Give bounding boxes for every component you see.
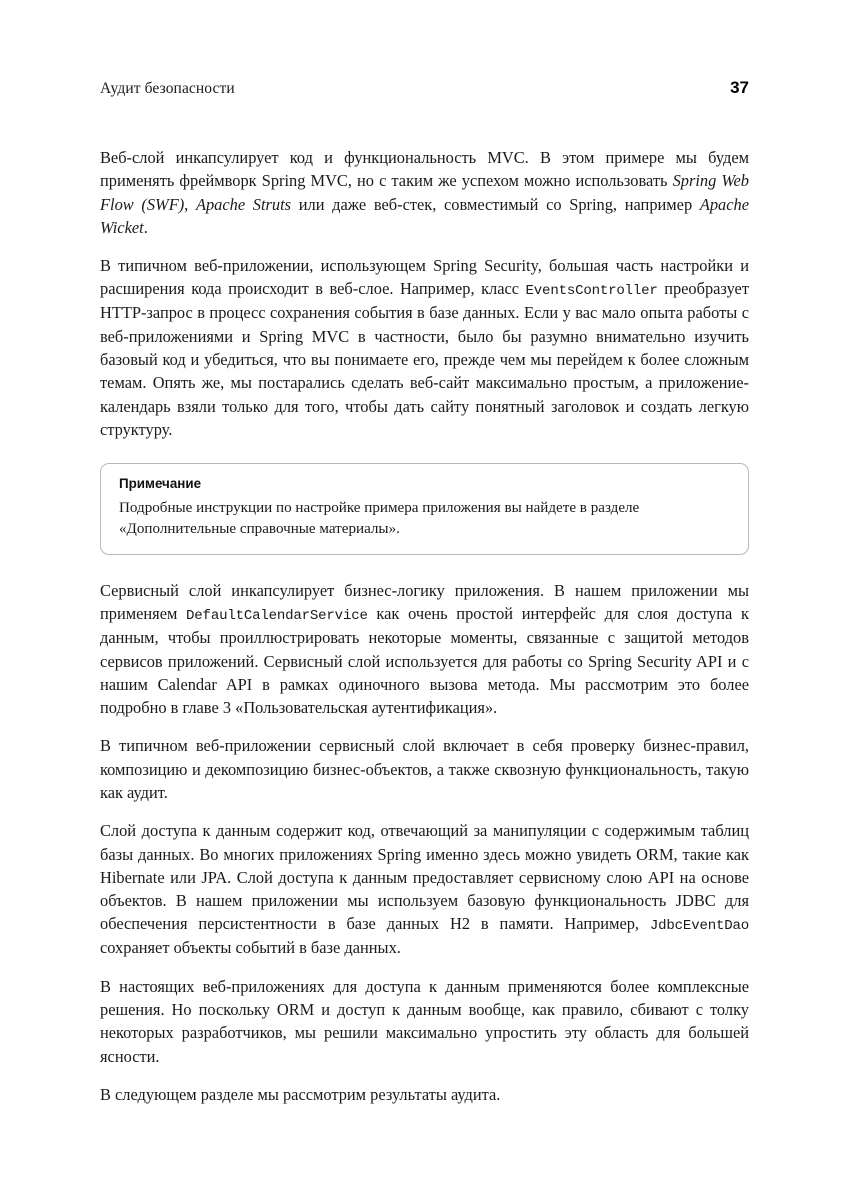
text-run: Слой доступа к данным содержит код, отвечающий за манипуляции с содержимым таблиц базы данных. Во многих приложениях Spring именно здесь можно увидеть ORM, такие как Hibernate или JPA. Слой доступа к данным предоставляет сервисному слою API на основе объектов. В нашем приложении мы используем базовую функциональность JDBC для обеспечения персистентности в базе данных H2 в памяти. Например,	[100, 821, 749, 934]
text-run: Сервисный слой инкапсулирует бизнес-логику приложения. В нашем приложении мы применяем	[100, 580, 749, 624]
text-run: Веб-слой инкапсулирует код и функциональность MVC. В этом примере мы будем применять фреймворк Spring MVC, но с таким же успехом можно использовать	[100, 148, 749, 191]
code-jdbc-event-dao: JdbcEventDao	[649, 918, 749, 935]
text-run: как очень простой интерфейс для слоя доступа к данным, чтобы проиллюстрировать некоторые моменты, связанные с защитой методов сервисов приложений. Сервисный слой используется для работы со Spring Security API и с нашим Calendar API в рамках одиночного вызова метода. Мы рассмотрим это более подробно в главе 3 «Пользовательская аутентификация».	[100, 604, 749, 718]
text-run: преобразует HTTP-запрос в процесс сохранения события в базе данных. Если у вас мало опыта работы с веб-приложениями и Spring MVC в частности, было бы разумно внимательно изучить базовый код и убедиться, что вы понимаете его, прежде чем мы перейдем к более сложным темам. Опять же, мы постарались сделать веб-сайт максимально простым, а приложение-календарь взяли только для того, чтобы дать сайту понятный заголовок и создать легкую структуру.	[100, 279, 749, 439]
text-run: сохраняет объекты событий в базе данных.	[100, 938, 401, 958]
paragraph-events-controller	[100, 254, 749, 441]
note-body: Подробные инструкции по настройке примера приложения вы найдете в разделе «Дополнительные справочные материалы».	[119, 500, 640, 538]
text-run: ,	[184, 194, 196, 214]
note-box	[100, 463, 749, 555]
paragraph-data-access-layer	[100, 819, 749, 959]
paragraph-business-rules: В типичном веб-приложении сервисный слой включает в себя проверку бизнес-правил, композицию и декомпозицию бизнес-объектов, а также сквозную функциональность, такую как аудит.	[100, 736, 749, 802]
paragraph-next-section: В следующем разделе мы рассмотрим результаты аудита.	[100, 1084, 501, 1104]
text-run: .	[143, 217, 148, 237]
page-header	[100, 78, 749, 98]
emphasis-apache-wicket: Apache Wicket	[100, 194, 749, 237]
text-run: В типичном веб-приложении, использующем Spring Security, большая часть настройки и расширения кода происходит в веб-слое. Например, класс	[100, 256, 749, 299]
text-run: или даже веб-стек, совместимый со Spring, например	[291, 194, 700, 214]
emphasis-apache-struts: Apache Struts	[195, 194, 292, 214]
emphasis-spring-web-flow: Spring Web Flow (SWF)	[100, 171, 749, 214]
paragraph-web-layer	[100, 146, 749, 239]
running-head: Аудит безопасности	[100, 80, 235, 97]
code-events-controller: EventsController	[525, 283, 658, 300]
note-title: Примечание	[119, 476, 202, 492]
code-default-calendar-service: DefaultCalendarService	[186, 608, 368, 625]
paragraph-service-layer	[100, 579, 749, 719]
page-number: 37	[730, 78, 749, 97]
paragraph-real-applications: В настоящих веб-приложениях для доступа к данным применяются более комплексные решения. Но поскольку ORM и доступ к данным вообще, как правило, сбивают с толку некоторых разработчиков, мы решили максимально упростить эту область для большей ясности.	[100, 976, 749, 1066]
